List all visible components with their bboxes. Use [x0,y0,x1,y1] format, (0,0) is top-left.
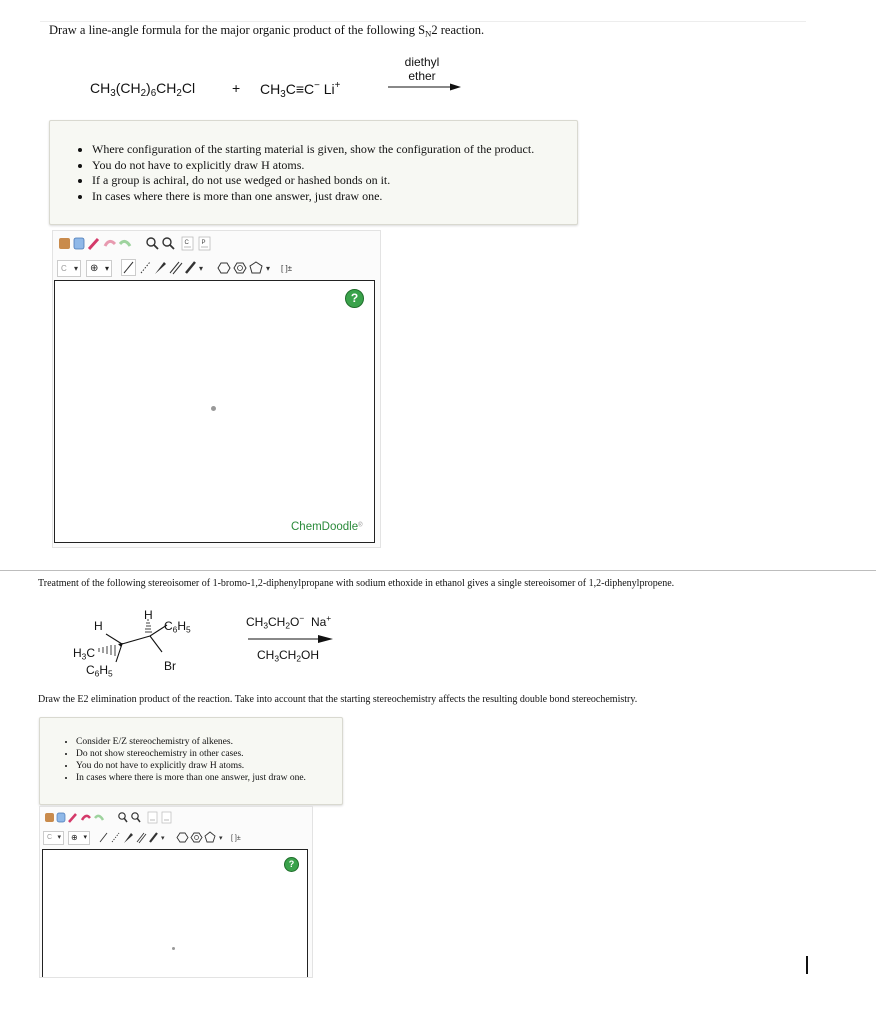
zoom-out-icon[interactable] [163,238,174,249]
svg-text:▾: ▾ [161,834,165,842]
redo-icon[interactable] [95,816,103,820]
bond-more-icon[interactable] [161,834,165,842]
single-bond-icon[interactable] [100,833,107,842]
q2-bromine: Br [164,659,176,673]
svg-text:▾: ▾ [266,264,271,273]
paste-icon[interactable] [199,237,210,250]
wedge-bond-icon[interactable] [124,833,133,843]
q1-drawing-canvas[interactable] [54,280,375,543]
svg-text:P: P [201,240,206,246]
eraser-icon[interactable] [57,813,65,822]
svg-text:▾: ▾ [199,264,204,273]
q2-instructions-box [39,717,343,805]
list-item: • In cases where there is more than one answer, just draw one. [76,772,342,784]
cyclopentane-icon[interactable] [250,262,262,273]
q1-reaction-arrow [388,82,462,92]
q1-canvas-center-dot [211,406,216,411]
cyclopentane-icon[interactable] [205,832,215,842]
double-bond-icon[interactable] [137,833,146,843]
q1-bond-and-ring-tools [121,259,297,277]
q1-reactant-alkyl-chloride: $CH_3(CH_2)_6CH_2Cl$ [90,80,196,99]
q2-methyl: $H_3C$ [73,646,96,662]
dashed-bond-icon[interactable] [112,833,119,842]
text-cursor [806,956,808,974]
q2-reaction-arrow [248,634,334,644]
list-item: • In cases where there is more than one answer, just draw one. [92,189,577,205]
q2-instructions-list [40,736,342,784]
q2-drawing-canvas[interactable] [42,849,308,977]
pan-hand-icon[interactable] [45,813,54,822]
question-divider [0,570,876,571]
q1-instructions-list [50,142,577,204]
copy-icon[interactable] [182,237,193,250]
single-bond-icon[interactable] [122,260,136,276]
double-bond-icon[interactable] [170,262,182,274]
chemdoodle-watermark: ChemDoodle® [291,521,363,533]
q2-help-icon[interactable]: ? [284,857,299,872]
eraser-icon[interactable] [74,238,84,249]
pan-hand-icon[interactable] [59,238,70,249]
list-item: • You do not have to explicitly draw H atoms. [92,158,577,174]
zoom-out-icon[interactable] [132,813,140,822]
q1-instructions-box [49,120,578,225]
q1-condition-solvent-line1: diethyl [404,55,440,69]
lasso-icon[interactable] [69,814,76,822]
q1-help-icon[interactable]: ? [345,289,364,308]
q2-reagent-base: $CH_3CH_2O^-$ Na+ [246,613,332,631]
list-item: • Consider E/Z stereochemistry of alkenes. [76,736,342,748]
brackets-icon[interactable] [231,835,241,842]
triple-bond-icon[interactable] [150,833,157,842]
q2-prompt: Draw the E2 elimination product of the reaction. Take into account that the starting stereochemistry affects the resulting double bond stereochemistry. [38,694,638,705]
copy-icon[interactable] [148,812,157,823]
list-item: • You do not have to explicitly draw H atoms. [76,760,342,772]
bond-more-icon[interactable] [199,264,203,273]
ring-more-icon[interactable] [219,834,223,842]
svg-text:C: C [184,240,189,246]
top-rule [40,21,806,22]
redo-icon[interactable] [120,241,130,246]
q1-prompt: Draw a line-angle formula for the major organic product of the following $S_N2$ reaction. [49,23,485,39]
q2-canvas-center-dot [172,947,175,950]
q1-plus-sign: + [232,80,241,96]
q1-charge-dropdown[interactable]: ⊕ ▾ [86,260,112,277]
q2-bond-and-ring-tools [97,830,247,845]
q2-element-dropdown[interactable]: C ▾ [43,831,64,845]
q1-condition-solvent-line2: ether [408,69,436,83]
dashed-bond-icon[interactable] [141,262,150,273]
lasso-icon[interactable] [89,239,98,249]
triple-bond-icon[interactable] [186,262,195,273]
zoom-in-icon[interactable] [147,238,158,249]
q1-toolbar-row1-icons [58,236,228,252]
ring-more-icon[interactable] [266,264,270,273]
undo-icon[interactable] [82,816,90,820]
benzene-icon[interactable] [191,833,202,842]
paste-icon[interactable] [162,812,171,823]
brackets-icon[interactable] [281,264,293,273]
svg-text:[ ]±: [ ]± [281,264,293,273]
q2-h-top: H [144,608,153,622]
list-item: • If a group is achiral, do not use wedged or hashed bonds on it. [92,173,577,189]
q1-element-dropdown[interactable]: C ▾ [57,260,81,277]
q2-phenyl-top: $C_6H_5$ [164,619,191,635]
q2-h-left: H [94,619,103,633]
svg-text:[ ]±: [ ]± [231,835,241,842]
q1-reactant-acetylide: $CH_3C\equiv C^-$ Li+ [260,80,341,100]
q2-toolbar-row1-icons [44,811,184,825]
wedge-bond-icon[interactable] [155,262,166,274]
benzene-icon[interactable] [234,263,246,273]
cyclohexane-icon[interactable] [218,263,230,273]
q2-phenyl-bottom: $C_6H_5$ [86,663,113,679]
list-item: • Where configuration of the starting material is given, show the configuration of the product. [92,142,577,158]
q2-charge-dropdown[interactable]: ⊕ ▾ [68,831,90,845]
svg-text:▾: ▾ [219,834,223,842]
cyclohexane-icon[interactable] [177,833,188,842]
q2-intro-text: Treatment of the following stereoisomer of 1-bromo-1,2-diphenylpropane with sodium ethoxide in ethanol gives a single stereoisomer of 1,2-diphenylpropene. [38,578,675,589]
list-item: • Do not show stereochemistry in other cases. [76,748,342,760]
q2-reagent-solvent: $CH_3CH_2OH$ [257,648,320,664]
zoom-in-icon[interactable] [119,813,127,822]
undo-icon[interactable] [105,241,115,246]
